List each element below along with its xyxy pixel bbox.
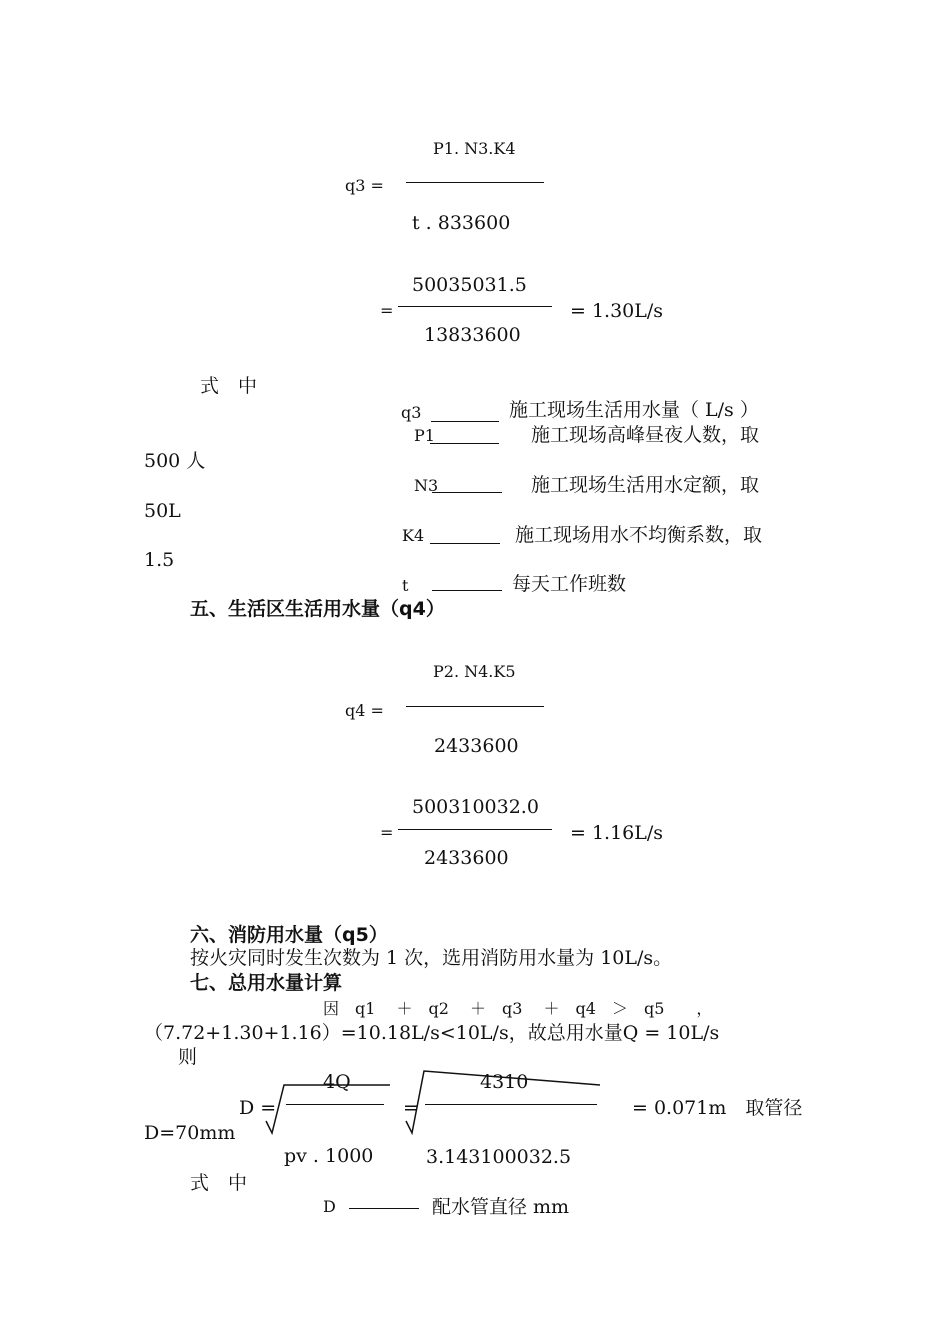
- legend-sym-q3: q3: [401, 403, 422, 422]
- d-eq: =: [403, 1097, 419, 1119]
- q3-result: = 1.30L/s: [570, 300, 664, 322]
- legend-dash-p1: [430, 443, 499, 444]
- section7-sum-line: （7.72+1.30+1.16）=10.18L/s<10L/s，故总用水量Q = 10L/s: [144, 1022, 720, 1044]
- legend-wrap-50l: 50L: [144, 500, 181, 522]
- d-den1: pv . 1000: [284, 1145, 374, 1167]
- legend-dash-n3: [432, 492, 502, 493]
- legend-wrap-15: 1.5: [144, 549, 175, 571]
- legend-text-q3: 施工现场生活用水量（ L/s ）: [509, 399, 759, 421]
- section7-legend-heading: 式 中: [190, 1172, 248, 1194]
- legend-sym-n3: N3: [414, 476, 439, 495]
- legend-sym-p1: P1: [414, 426, 435, 445]
- section5-heading: 五、生活区生活用水量（q4）: [190, 598, 445, 620]
- d-choice: D=70mm: [144, 1122, 236, 1144]
- q3-denominator: t . 833600: [412, 212, 511, 234]
- legend-dash-t: [432, 590, 502, 591]
- d-bar2: [425, 1104, 597, 1105]
- q4-sub-eq: =: [380, 823, 394, 842]
- legend-dash-k4: [430, 543, 500, 544]
- q3-sub-denominator: 13833600: [424, 324, 521, 346]
- legend-sym-t: t: [402, 576, 409, 595]
- q3-lhs: q3 =: [345, 176, 384, 195]
- q4-numerator: P2. N4.K5: [433, 662, 516, 681]
- legend-text-n3: 施工现场生活用水定额，取: [531, 474, 760, 496]
- d-num1: 4Q: [323, 1071, 351, 1093]
- q3-fraction-bar: [406, 182, 544, 183]
- q4-denominator: 2433600: [434, 735, 519, 757]
- section7-heading: 七、总用水量计算: [190, 972, 343, 994]
- legend-dash-q3: [431, 421, 499, 422]
- legend-text-k4: 施工现场用水不均衡系数，取: [515, 524, 763, 546]
- q4-sub-numerator: 500310032.0: [412, 796, 539, 818]
- d-num2: 4310: [480, 1071, 529, 1093]
- q3-numerator: P1. N3.K4: [433, 139, 516, 158]
- q3-sub-numerator: 50035031.5: [412, 274, 527, 296]
- legend-heading: 式 中: [200, 375, 258, 397]
- legend-wrap-500: 500 人: [144, 450, 206, 472]
- d-den2: 3.143100032.5: [426, 1146, 572, 1168]
- section7-legend-text: 配水管直径 mm: [432, 1196, 570, 1218]
- d-lhs: D =: [239, 1097, 277, 1119]
- q4-lhs: q4 =: [345, 701, 384, 720]
- q4-sub-denominator: 2433600: [424, 847, 509, 869]
- legend-text-t: 每天工作班数: [512, 573, 627, 595]
- q4-fraction-bar: [406, 706, 544, 707]
- legend-sym-k4: K4: [402, 526, 425, 545]
- section7-legend-sym-d: D: [323, 1197, 336, 1216]
- section6-heading: 六、消防用水量（q5）: [190, 924, 388, 946]
- d-bar1: [286, 1104, 384, 1105]
- q4-sub-fraction-bar: [398, 829, 552, 830]
- q4-result: = 1.16L/s: [570, 822, 664, 844]
- d-result: = 0.071m 取管径: [632, 1097, 803, 1119]
- q3-sub-eq: =: [380, 301, 394, 320]
- section7-legend-dash: [349, 1208, 419, 1209]
- section7-condition: 因 q1 ＋ q2 ＋ q3 ＋ q4 ＞ q5 ，: [323, 999, 713, 1018]
- legend-text-p1: 施工现场高峰昼夜人数，取: [531, 424, 760, 446]
- section7-then: 则: [178, 1046, 198, 1068]
- section6-text: 按火灾同时发生次数为 1 次，选用消防用水量为 10L/s。: [190, 947, 673, 969]
- q3-sub-fraction-bar: [398, 306, 552, 307]
